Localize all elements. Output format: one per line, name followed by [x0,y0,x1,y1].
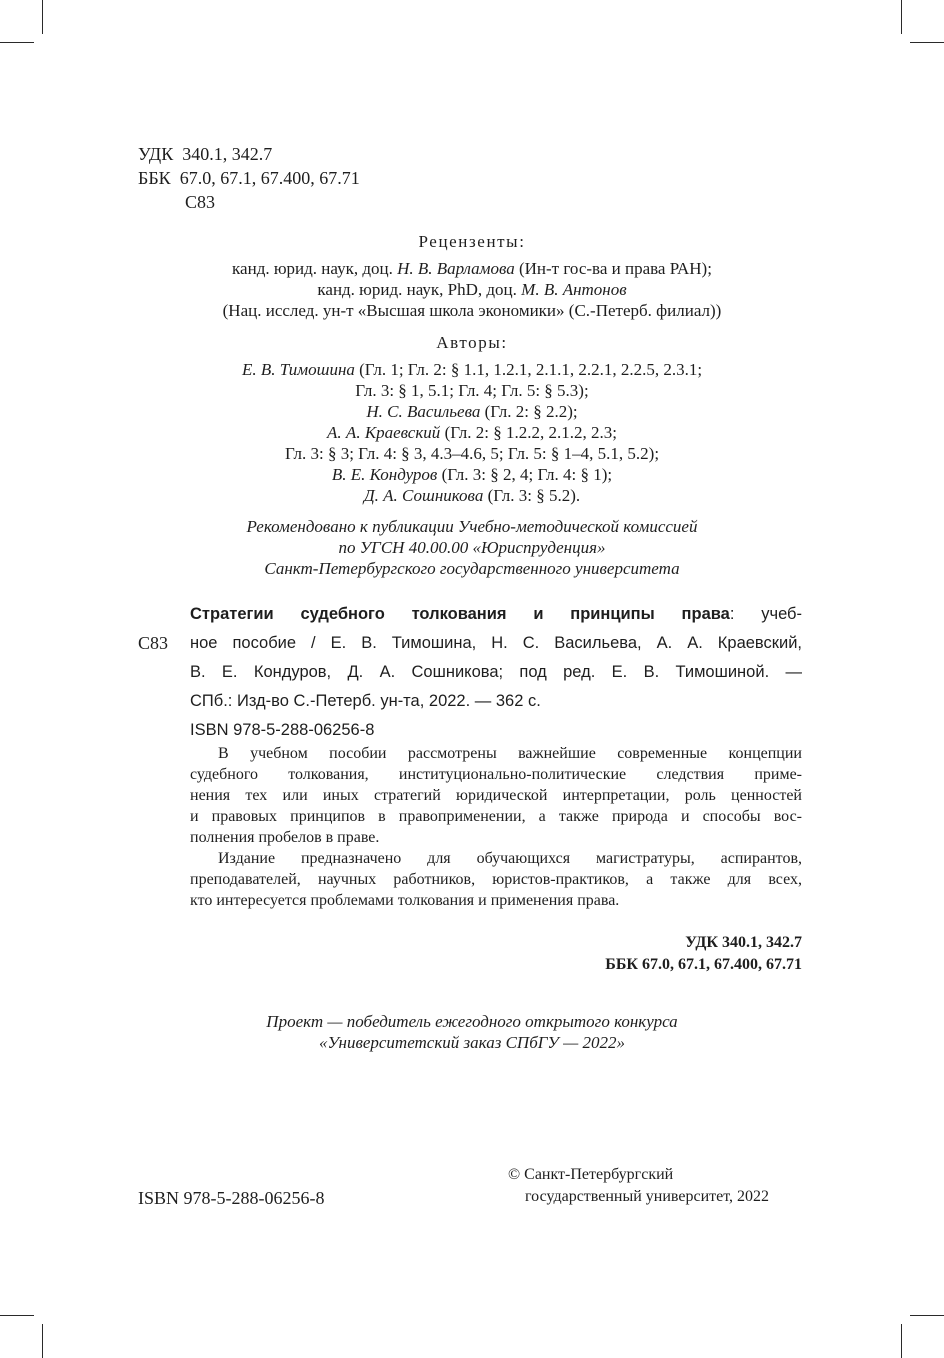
abstract-line: нения тех или иных стратегий юридической интерпретации, роль ценностей [190,787,802,804]
author-mark-header: С83 [185,192,216,212]
bbk-value: 67.0, 67.1, 67.400, 67.71 [179,168,360,188]
author-3: А. А. Краевский (Гл. 2: § 1.2.2, 2.1.2, 2.3; [327,423,617,442]
author-4-name: В. Е. Кондуров [331,465,438,484]
crop-mark [42,1324,43,1358]
author-1-cont: Гл. 3: § 1, 5.1; Гл. 4; Гл. 5: § 5.3); [355,381,589,400]
author-3-cont: Гл. 3: § 3; Гл. 4: § 3, 4.3–4.6, 5; Гл. 5: § 1–4, 5.1, 5.2); [284,444,660,463]
crop-mark [910,1315,944,1316]
author-5-name: Д. А. Сошникова [363,486,484,505]
abstract-line: судебного толкования, институционально-политические следствия приме- [190,766,802,783]
citation-line-1: Стратегии судебного толкования и принципы права: учеб- [190,605,803,623]
udk-label: УДК [138,144,174,164]
book-title: Стратегии судебного толкования и принципы права [190,605,730,623]
abstract-line: Издание предназначено для обучающихся магистратуры, аспирантов, [218,850,802,867]
author-3-name: А. А. Краевский [327,423,441,442]
bbk-header [138,168,360,189]
authors-heading: Авторы: [436,333,508,352]
abstract [190,743,802,911]
citation-isbn: ISBN 978-5-288-06256-8 [190,721,375,739]
crop-mark [901,0,902,34]
reviewer-1-name: Н. В. Варламова [397,259,515,278]
classification-bbk: ББК 67.0, 67.1, 67.400, 67.71 [605,956,802,973]
footer-isbn: ISBN 978-5-288-06256-8 [138,1188,325,1208]
reviewers-heading: Рецензенты: [418,232,526,251]
citation-mark: С83 [138,633,169,653]
author-2-name: Н. С. Васильева [366,402,481,421]
abstract-line: и правовых принципов в правоприменении, а также природа и способы вос- [190,808,802,825]
reviewer-2-affiliation: (Нац. исслед. ун-т «Высшая школа экономики» (С.-Петерб. филиал)) [222,301,722,320]
author-5: Д. А. Сошникова (Гл. 3: § 5.2). [363,486,581,505]
author-4: В. Е. Кондуров (Гл. 3: § 2, 4; Гл. 4: § 1); [331,465,613,484]
crop-mark [910,42,944,43]
bbk-label: ББК [138,168,171,188]
crop-mark [901,1324,902,1358]
udk-value: 340.1, 342.7 [182,144,273,164]
udk-header [138,144,272,165]
citation-block [190,600,802,745]
project-line-2: «Университетский заказ СПбГУ — 2022» [319,1033,625,1052]
abstract-line: кто интересуется проблемами толкования и применения права. [190,892,620,909]
author-1-name: Е. В. Тимошина [241,360,355,379]
recommendation-line-2: по УГСН 40.00.00 «Юриспруденция» [338,538,606,557]
abstract-line: В учебном пособии рассмотрены важнейшие современные концепции [218,745,802,762]
copyright-line-1: © Санкт-Петербургский [508,1166,674,1183]
author-1: Е. В. Тимошина (Гл. 1; Гл. 2: § 1.1, 1.2.1, 2.1.1, 2.2.1, 2.2.5, 2.3.1; [241,360,703,379]
recommendation-line-3: Санкт-Петербургского государственного университета [264,559,680,578]
reviewer-1: канд. юрид. наук, доц. Н. В. Варламова (Ин-т гос-ва и права РАН); [232,259,712,278]
citation-line-3: В. Е. Кондуров, Д. А. Сошникова; под ред. Е. В. Тимошиной. — [190,663,802,681]
abstract-line: полнения пробелов в праве. [190,829,380,846]
citation-line-4: СПб.: Изд-во С.-Петерб. ун-та, 2022. — 362 с. [190,692,541,710]
crop-mark [42,0,43,34]
crop-mark [0,1315,34,1316]
classification-udk: УДК 340.1, 342.7 [685,934,802,951]
author-2: Н. С. Васильева (Гл. 2: § 2.2); [366,402,578,421]
abstract-line: преподавателей, научных работников, юристов-практиков, а также для всех, [190,871,802,888]
reviewer-2-name: М. В. Антонов [521,280,627,299]
reviewer-2: канд. юрид. наук, PhD, доц. М. В. Антонов [317,280,627,299]
copyright-line-2: государственный университет, 2022 [525,1188,770,1205]
project-line-1: Проект — победитель ежегодного открытого конкурса [266,1012,678,1031]
recommendation-line-1: Рекомендовано к публикации Учебно-методической комиссией [246,517,698,536]
crop-mark [0,42,34,43]
citation-line-2: ное пособие / Е. В. Тимошина, Н. С. Васильева, А. А. Краевский, [190,634,802,652]
